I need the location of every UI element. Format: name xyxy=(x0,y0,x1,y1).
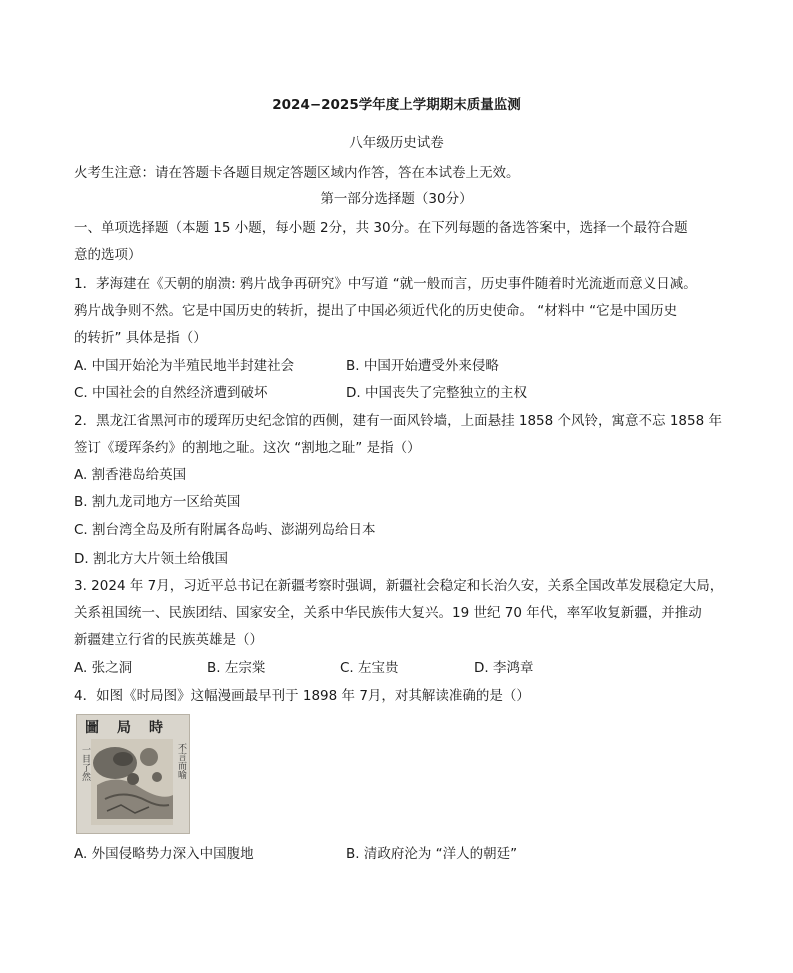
q3-option-c: C. 左宝贵 xyxy=(340,660,399,676)
q2-stem-line1: 2．黑龙江省黑河市的瑷珲历史纪念馆的西侧，建有一面风铃墙，上面悬挂 1858 个风铃，寓意不忘 1858 年 xyxy=(74,413,722,429)
q4-stem-line1: 4．如图《时局图》这幅漫画最早刊于 1898 年 7月，对其解读准确的是（） xyxy=(74,688,530,704)
section-instructions-cont: 意的选项） xyxy=(74,247,142,263)
q1-option-d: D. 中国丧失了完整独立的主权 xyxy=(346,385,527,401)
q4-option-b: B. 清政府沦为 “洋人的朝廷” xyxy=(346,846,518,862)
q1-stem-line2: 鸦片战争则不然。它是中国历史的转折，提出了中国必须近代化的历史使命。 “材料中 “它是中国历史 xyxy=(74,303,678,319)
shiju-tu-cartoon xyxy=(76,714,190,834)
q2-option-b: B. 割九龙司地方一区给英国 xyxy=(74,494,241,510)
q1-stem-line3: 的转折” 具体是指（） xyxy=(74,330,207,346)
q3-option-d: D. 李鸿章 xyxy=(474,660,534,676)
candidate-notice: 火考生注意：请在答题卡各题目规定答题区域内作答，答在本试卷上无效。 xyxy=(74,165,520,181)
q2-option-c: C. 割台湾全岛及所有附属各岛屿、澎湖列岛给日本 xyxy=(74,522,376,538)
exam-title: 2024−2025学年度上学期期末质量监测 xyxy=(272,97,521,113)
section-instructions: 一、单项选择题（本题 15 小题，每小题 2分，共 30分。在下列每题的备选答案中，选择一个最符合题 xyxy=(74,220,688,236)
q1-option-b: B. 中国开始遭受外来侵略 xyxy=(346,358,499,374)
cartoon-right-caption: 不言而喻 xyxy=(176,743,186,779)
cartoon-title: 圖局時 xyxy=(85,720,181,736)
q3-stem-line1: 3. 2024 年 7月，习近平总书记在新疆考察时强调，新疆社会稳定和长治久安，关系全国改革发展稳定大局， xyxy=(74,578,724,594)
cartoon-illustration xyxy=(77,715,189,833)
q1-option-a: A. 中国开始沦为半殖民地半封建社会 xyxy=(74,358,295,374)
cartoon-left-caption: 一目了然 xyxy=(80,745,90,781)
part-heading: 第一部分选择题（30分） xyxy=(320,191,473,207)
q1-stem-line1: 1．茅海建在《天朝的崩溃: 鸦片战争再研究》中写道 “就一般而言，历史事件随着时光流逝而意义日减。 xyxy=(74,276,697,292)
q3-option-b: B. 左宗棠 xyxy=(207,660,266,676)
q2-option-a: A. 割香港岛给英国 xyxy=(74,467,187,483)
q3-option-a: A. 张之洞 xyxy=(74,660,133,676)
q2-option-d: D. 割北方大片领土给俄国 xyxy=(74,551,228,567)
q2-stem-line2: 签订《瑷珲条约》的割地之耻。这次 “割地之耻” 是指（） xyxy=(74,440,421,456)
q3-stem-line3: 新疆建立行省的民族英雄是（） xyxy=(74,632,263,648)
q3-stem-line2: 关系祖国统一、民族团结、国家安全，关系中华民族伟大复兴。19 世纪 70 年代，率军收复新疆，并推动 xyxy=(74,605,702,621)
q1-option-c: C. 中国社会的自然经济遭到破坏 xyxy=(74,385,268,401)
exam-subtitle: 八年级历史试卷 xyxy=(349,135,444,151)
q4-option-a: A. 外国侵略势力深入中国腹地 xyxy=(74,846,254,862)
